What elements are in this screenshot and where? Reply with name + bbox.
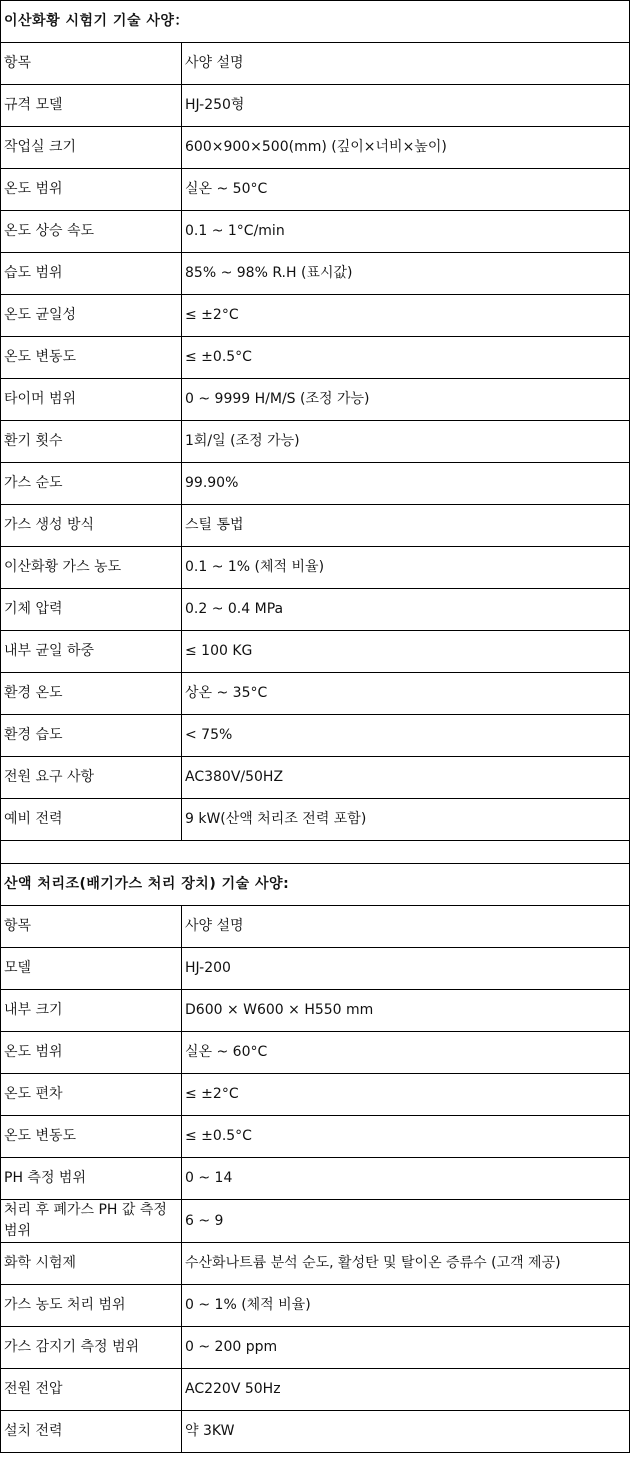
- spec-label: 온도 범위: [1, 169, 182, 211]
- spec-label: 습도 범위: [1, 253, 182, 295]
- spec-value: < 75%: [182, 715, 630, 757]
- spec-label: 화학 시험제: [1, 1243, 182, 1285]
- table-row: [1, 169, 630, 211]
- spec-label: 환경 온도: [1, 673, 182, 715]
- spec-value: AC380V/50HZ: [182, 757, 630, 799]
- spec-value: 0 ~ 9999 H/M/S (조정 가능): [182, 379, 630, 421]
- table-row: [1, 1116, 630, 1158]
- table-row: [1, 1200, 630, 1243]
- spec-label: 내부 균일 하중: [1, 631, 182, 673]
- spec-value: 1회/일 (조정 가능): [182, 421, 630, 463]
- spec-label: PH 측정 범위: [1, 1158, 182, 1200]
- spacer-cell: [1, 841, 630, 864]
- spec-label: 온도 범위: [1, 1032, 182, 1074]
- table-row: [1, 715, 630, 757]
- table-row: [1, 127, 630, 169]
- spec-label: 가스 감지기 측정 범위: [1, 1327, 182, 1369]
- table-row: [1, 1285, 630, 1327]
- spec-label: 기체 압력: [1, 589, 182, 631]
- spec-value: 수산화나트륨 분석 순도, 활성탄 및 탈이온 증류수 (고객 제공): [182, 1243, 630, 1285]
- spec-value: 600×900×500(mm) (깊이×너비×높이): [182, 127, 630, 169]
- spec-label: 이산화황 가스 농도: [1, 547, 182, 589]
- spec-value: 실온 ~ 50°C: [182, 169, 630, 211]
- spec-label: 타이머 범위: [1, 379, 182, 421]
- spec-label: 설치 전력: [1, 1411, 182, 1453]
- spec-value: AC220V 50Hz: [182, 1369, 630, 1411]
- spec-label: 내부 크기: [1, 990, 182, 1032]
- spec-label: 모델: [1, 948, 182, 990]
- spec-label: 환기 횟수: [1, 421, 182, 463]
- spec-label: 온도 변동도: [1, 337, 182, 379]
- spec-value: 약 3KW: [182, 1411, 630, 1453]
- spec-value: 0 ~ 200 ppm: [182, 1327, 630, 1369]
- spec-value: 0.1 ~ 1°C/min: [182, 211, 630, 253]
- spec-value: ≤ ±0.5°C: [182, 337, 630, 379]
- spec-value: 85% ~ 98% R.H (표시값): [182, 253, 630, 295]
- spec-value: 99.90%: [182, 463, 630, 505]
- spec-value: ≤ ±0.5°C: [182, 1116, 630, 1158]
- spec-value: 9 kW(산액 처리조 전력 포함): [182, 799, 630, 841]
- spec-value: ≤ 100 KG: [182, 631, 630, 673]
- section1-title: 이산화황 시험기 기술 사양：: [1, 1, 630, 43]
- section-header-row: [1, 1, 630, 43]
- spec-value: ≤ ±2°C: [182, 295, 630, 337]
- section2-title: 산액 처리조(배기가스 처리 장치) 기술 사양:: [1, 864, 630, 906]
- table-row: [1, 463, 630, 505]
- table-row: [1, 253, 630, 295]
- table-row: [1, 379, 630, 421]
- spec-value: 0 ~ 1% (체적 비율): [182, 1285, 630, 1327]
- spec-label: 전원 요구 사항: [1, 757, 182, 799]
- table-row: [1, 757, 630, 799]
- spec-value: D600 × W600 × H550 mm: [182, 990, 630, 1032]
- table-row: [1, 906, 630, 948]
- spec-value: 상온 ~ 35°C: [182, 673, 630, 715]
- table-row: [1, 1411, 630, 1453]
- table-row: [1, 211, 630, 253]
- section-header-row: [1, 864, 630, 906]
- table-row: [1, 948, 630, 990]
- spec-label: 작업실 크기: [1, 127, 182, 169]
- table-row: [1, 85, 630, 127]
- spec-value: 실온 ~ 60°C: [182, 1032, 630, 1074]
- table-row: [1, 1369, 630, 1411]
- table-row: [1, 631, 630, 673]
- spec-label: 환경 습도: [1, 715, 182, 757]
- table-row: [1, 421, 630, 463]
- spec-label: 규격 모델: [1, 85, 182, 127]
- spec-value: 사양 설명: [182, 43, 630, 85]
- spec-label: 예비 전력: [1, 799, 182, 841]
- spec-value: HJ-200: [182, 948, 630, 990]
- table-row: [1, 295, 630, 337]
- spec-value: 0 ~ 14: [182, 1158, 630, 1200]
- spec-label: 온도 균일성: [1, 295, 182, 337]
- table-row: [1, 799, 630, 841]
- spec-label: 온도 변동도: [1, 1116, 182, 1158]
- spec-label: 항목: [1, 906, 182, 948]
- table-row: [1, 337, 630, 379]
- spec-label: 전원 전압: [1, 1369, 182, 1411]
- spec-value: HJ-250형: [182, 85, 630, 127]
- spec-label: 가스 생성 방식: [1, 505, 182, 547]
- table-row: [1, 43, 630, 85]
- spacer-row: [1, 841, 630, 864]
- table-row: [1, 589, 630, 631]
- table-row: [1, 547, 630, 589]
- spec-label: 온도 편차: [1, 1074, 182, 1116]
- spec-value: 6 ~ 9: [182, 1200, 630, 1243]
- spec-label: 가스 농도 처리 범위: [1, 1285, 182, 1327]
- spec-value: 0.2 ~ 0.4 MPa: [182, 589, 630, 631]
- spec-value: ≤ ±2°C: [182, 1074, 630, 1116]
- table-row: [1, 1074, 630, 1116]
- table-row: [1, 505, 630, 547]
- spec-label: 처리 후 폐가스 PH 값 측정 범위: [1, 1200, 182, 1243]
- spec-value: 스틸 통법: [182, 505, 630, 547]
- table-row: [1, 1158, 630, 1200]
- spec-label: 온도 상승 속도: [1, 211, 182, 253]
- table-row: [1, 1032, 630, 1074]
- spec-label: 항목: [1, 43, 182, 85]
- spec-value: 0.1 ~ 1% (체적 비율): [182, 547, 630, 589]
- table-row: [1, 990, 630, 1032]
- spec-value: 사양 설명: [182, 906, 630, 948]
- table-row: [1, 673, 630, 715]
- spec-label: 가스 순도: [1, 463, 182, 505]
- table-row: [1, 1243, 630, 1285]
- table-row: [1, 1327, 630, 1369]
